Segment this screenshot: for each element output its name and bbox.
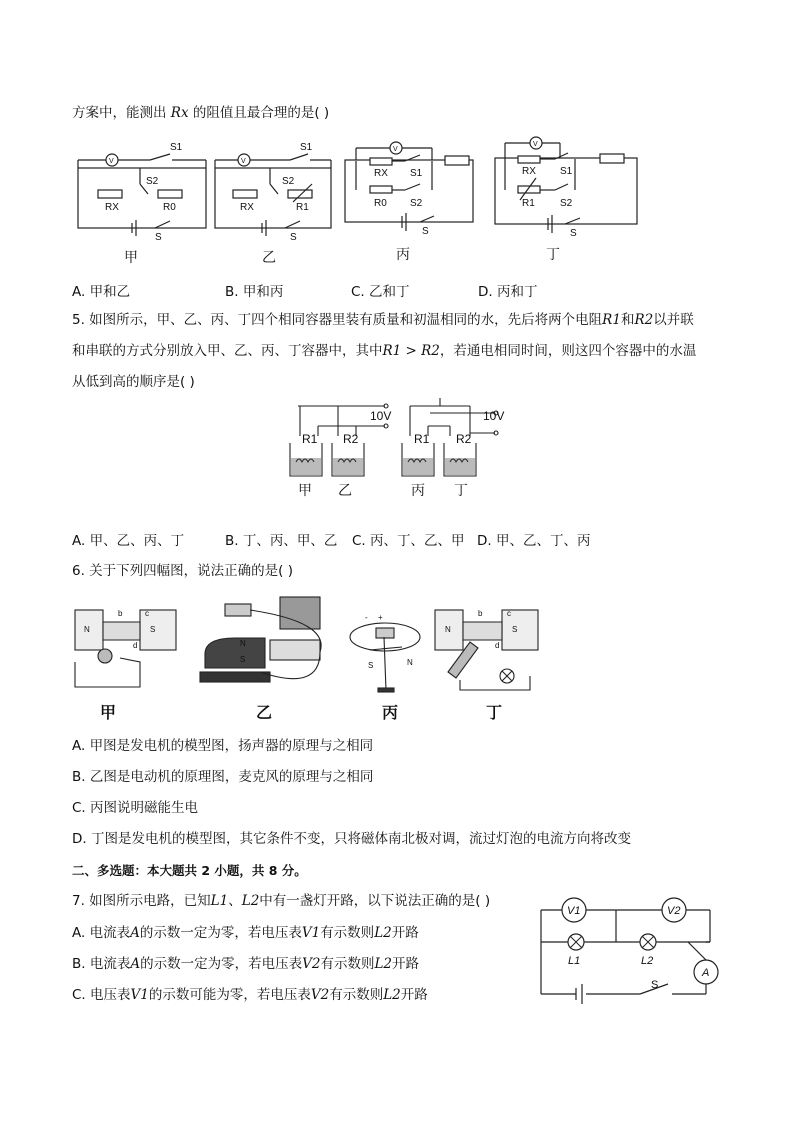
q6-caption-ding: 丁 [486,703,503,722]
q6-caption-jia: 甲 [100,703,117,722]
q4-stem-text2: 的阻值且最合理的是( ) [192,105,330,121]
svg-text:R1: R1 [414,432,430,446]
svg-text:S: S [512,625,518,634]
svg-text:-: - [365,613,368,622]
s-label-jia: S [155,232,162,243]
q7-circuit [0,896,794,1006]
v2-label: V2 [667,905,681,917]
circuit-ding [495,137,637,233]
svg-text:RX: RX [522,166,536,177]
svg-text:S2: S2 [410,198,423,209]
q7-b-7: 开路 [392,956,420,972]
svg-text:R2: R2 [343,432,359,446]
svg-text:V: V [241,158,246,165]
q6-caption-yi: 乙 [256,703,273,722]
svg-text:b: b [118,609,123,618]
q7-c-5: 有示数则 [329,987,384,1003]
svg-text:d: d [495,641,500,650]
svg-text:S: S [240,655,246,664]
q7-b-3: 的示数一定为零，若电压表 [140,956,303,972]
q7-a-7: 开路 [391,925,419,941]
q4-stem [72,104,329,122]
q5-stem-line2 [72,342,696,360]
svg-text:S: S [368,661,374,670]
s2-label-jia: S2 [146,176,159,187]
q5-caption-yi: 乙 [338,483,352,499]
s1-label-jia: S1 [170,142,183,153]
svg-text:N: N [84,625,90,634]
q5-stem-line1 [72,311,694,329]
q7-c-2: V1 [130,987,149,1003]
q7-a-2: A [130,925,140,941]
q4-option-d: D. 丙和丁 [478,284,538,300]
q5-caption-bing: 丙 [411,483,425,499]
q5-voltage-right: 10V [483,409,505,423]
svg-text:b: b [478,609,483,618]
svg-text:S: S [150,625,156,634]
q6-stem: 6. 关于下列四幅图，说法正确的是( ) [72,563,293,579]
svg-text:N: N [407,658,413,667]
v-label-jia: V [109,158,114,165]
svg-text:S: S [290,232,297,243]
svg-text:+: + [378,613,383,622]
q7-b-5: 有示数则 [320,956,375,972]
q5-caption-ding: 丁 [454,483,468,499]
rx-symbol: Rx [170,105,189,121]
q5-condition: R1 > R2 [382,343,440,359]
q5-option-b: B. 丁、丙、甲、乙 [225,533,338,549]
q5-option-a: A. 甲、乙、丙、丁 [72,533,185,549]
svg-text:c: c [507,609,511,618]
q5-option-c: C. 丙、丁、乙、甲 [352,533,465,549]
q5-text-1b: 以并联 [653,312,694,328]
q7-sep: 、 [228,893,242,909]
svg-text:R1: R1 [302,432,318,446]
q4-caption-yi: 乙 [262,250,276,266]
q5-option-d: D. 甲、乙、丁、丙 [477,533,591,549]
circuit-jia [78,154,206,236]
v1-label: V1 [567,905,581,917]
q7-a-3: 的示数一定为零，若电压表 [139,925,302,941]
q5-caption-jia: 甲 [298,483,312,499]
q4-stem-text: 方案中，能测出 [72,105,167,121]
q5-r2: R2 [634,312,654,328]
circuit-yi [215,154,331,236]
svg-text:S: S [422,226,429,237]
q7-b-2: A [130,956,141,972]
svg-text:S1: S1 [300,142,313,153]
svg-text:S2: S2 [282,176,295,187]
q4-option-c: C. 乙和丁 [351,284,410,300]
q5-text-2b: ，若通电相同时间，则这四个容器中的水温 [439,343,697,359]
q7-a-5: 有示数则 [320,925,375,941]
q5-figure [0,398,794,498]
q6-option-c: C. 丙图说明磁能生电 [72,800,199,816]
q4-option-b: B. 甲和丙 [225,284,284,300]
q7-c-1: C. 电压表 [72,987,131,1003]
q4-caption-bing: 丙 [396,247,410,263]
svg-text:R0: R0 [374,198,387,209]
q5-voltage-left: 10V [370,409,392,423]
q4-circuit-figure [0,128,794,288]
q5-text-1a: 5. 如图所示，甲、乙、丙、丁四个相同容器里装有质量和初温相同的水，先后将两个电阻 [72,312,603,328]
svg-text:S: S [570,228,577,239]
q4-caption-jia: 甲 [124,250,138,266]
q4-caption-ding: 丁 [546,247,560,263]
q7-a-1: A. 电流表 [72,925,131,941]
q7-l1: L1 [210,893,229,909]
q7-text-a: 7. 如图所示电路，已知 [72,893,211,909]
svg-text:RX: RX [374,168,388,179]
q5-r1: R1 [602,312,621,328]
svg-text:R2: R2 [456,432,472,446]
svg-text:RX: RX [240,202,254,213]
switch-label: S [651,979,659,991]
q5-stem-line3: 从低到高的顺序是( ) [72,374,195,390]
q7-b-1: B. 电流表 [72,956,131,972]
circuit-bing [345,142,473,231]
q7-c-6: L2 [383,987,401,1003]
svg-text:N: N [240,639,246,648]
q7-a-6: L2 [374,925,392,941]
svg-text:c: c [145,609,149,618]
q5-text-2a: 和串联的方式分别放入甲、乙、丙、丁容器中，其中 [72,343,383,359]
q7-text-b: 中有一盏灯开路，以下说法正确的是( ) [259,893,491,909]
rx-label-jia: RX [105,202,119,213]
svg-text:V: V [533,141,538,148]
q4-option-a: A. 甲和乙 [72,284,131,300]
q6-caption-bing: 丙 [382,703,399,722]
q7-c-4: V2 [310,987,330,1003]
svg-text:V: V [393,146,398,153]
svg-text:S1: S1 [560,166,573,177]
q5-and: 和 [620,312,635,328]
svg-text:S1: S1 [410,168,423,179]
svg-text:N: N [445,625,451,634]
q6-option-a: A. 甲图是发电机的模型图，扬声器的原理与之相同 [72,738,374,754]
svg-text:R1: R1 [296,202,309,213]
q6-option-d: D. 丁图是发电机的模型图，其它条件不变，只将磁体南北极对调，流过灯泡的电流方向将改变 [72,831,631,847]
q7-b-4: V2 [302,956,321,972]
q7-c-3: 的示数可能为零，若电压表 [148,987,311,1003]
svg-text:S2: S2 [560,198,573,209]
svg-text:R1: R1 [522,198,535,209]
l1-label: L1 [568,955,581,967]
svg-text:d: d [133,641,138,650]
l2-label: L2 [641,955,654,967]
section-header: 二、多选题：本大题共 2 小题，共 8 分。 [72,863,307,878]
q7-a-4: V1 [301,925,321,941]
q7-b-6: L2 [374,956,393,972]
q6-option-b: B. 乙图是电动机的原理图，麦克风的原理与之相同 [72,769,374,785]
q7-c-7: 开路 [400,987,428,1003]
q7-l2: L2 [241,893,260,909]
r0-label-jia: R0 [163,202,176,213]
ammeter-label: A [702,967,710,979]
